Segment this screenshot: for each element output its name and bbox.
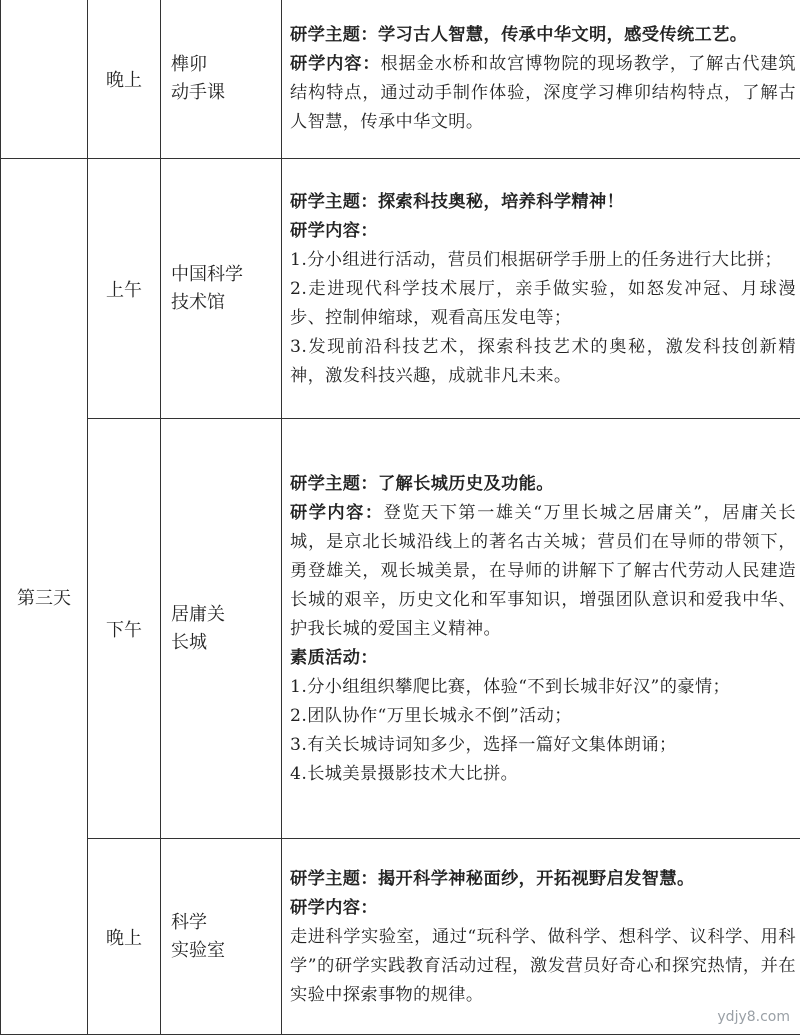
content-cell [282,419,800,839]
list-item: 1.分小组组织攀爬比赛，体验“不到长城非好汉”的豪情； [290,673,796,702]
content-label: 研学内容： [290,503,384,523]
content-line [290,50,796,137]
place-line: 长城 [171,629,281,657]
watermark: ydjy8.com [717,1009,790,1025]
activity-line [290,644,796,673]
content-cell [282,839,800,1035]
theme-label: 研学主题： [290,474,378,494]
table-row [1,159,800,419]
theme-text: 揭开科学神秘面纱，开拓视野启发智慧。 [378,869,695,889]
place-line: 居庸关 [171,601,281,629]
content-text: 根据金水桥和故宫博物院的现场教学，了解古代建筑结构特点，通过动手制作体验，深度学习榫卯结构特点，了解古人智慧，传承中华文明。 [290,54,796,132]
content-text: 登览天下第一雄关“万里长城之居庸关”，居庸关长城，是京北长城沿线上的著名古关城；营员们在导师的带领下，勇登雄关，观长城美景，在导师的讲解下了解古代劳动人民建造长城的艰辛，历史文化和军事知识，增强团队意识和爱我中华、护我长城的爱国主义精神。 [290,503,796,639]
content-text: 走进科学实验室，通过“玩科学、做科学、想科学、议科学、用科学”的研学实践教育活动过程，激发营员好奇心和探究热情，并在实验中探索事物的规律。 [290,923,796,1010]
list-item: 4.长城美景摄影技术大比拼。 [290,760,796,789]
table-row [1,839,800,1035]
theme-line [290,21,796,50]
theme-text: 了解长城历史及功能。 [378,474,554,494]
content-cell [282,0,800,159]
list-item: 1.分小组进行活动，营员们根据研学手册上的任务进行大比拼； [290,246,796,275]
theme-label: 研学主题： [290,869,378,889]
list-item: 3.发现前沿科技艺术，探索科技艺术的奥秘，激发科技创新精神，激发科技兴趣，成就非凡未来。 [290,333,796,391]
theme-line [290,865,796,894]
content-label: 研学内容： [290,221,378,241]
place-cell [161,419,282,839]
place-line: 实验室 [171,937,281,965]
theme-text: 探索科技奥秘，培养科学精神！ [378,192,624,212]
content-line [290,217,796,246]
place-line: 技术馆 [171,289,281,317]
theme-line [290,188,796,217]
table-row [1,0,800,159]
place-cell [161,0,282,159]
place-cell [161,839,282,1035]
content-label: 研学内容： [290,54,380,74]
day-cell-blank [1,0,88,159]
place-line: 榫卯 [171,51,281,79]
content-label: 研学内容： [290,898,378,918]
theme-text: 学习古人智慧，传承中华文明，感受传统工艺。 [378,25,747,45]
list-item: 2.走进现代科学技术展厅，亲手做实验，如怒发冲冠、月球漫步、控制伸缩球，观看高压发电等； [290,275,796,333]
time-cell: 上午 [88,159,161,419]
table-row [1,419,800,839]
time-cell: 晚上 [88,839,161,1035]
activity-label: 素质活动： [290,648,378,668]
content-line [290,499,796,644]
time-cell: 晚上 [88,0,161,159]
theme-label: 研学主题： [290,192,378,212]
time-cell: 下午 [88,419,161,839]
theme-label: 研学主题： [290,25,378,45]
day-cell: 第三天 [1,159,88,1035]
place-line: 科学 [171,909,281,937]
place-line: 动手课 [171,79,281,107]
content-cell [282,159,800,419]
place-line: 中国科学 [171,261,281,289]
theme-line [290,470,796,499]
list-item: 2.团队协作“万里长城永不倒”活动； [290,702,796,731]
list-item: 3.有关长城诗词知多少，选择一篇好文集体朗诵； [290,731,796,760]
content-line [290,894,796,923]
place-cell [161,159,282,419]
